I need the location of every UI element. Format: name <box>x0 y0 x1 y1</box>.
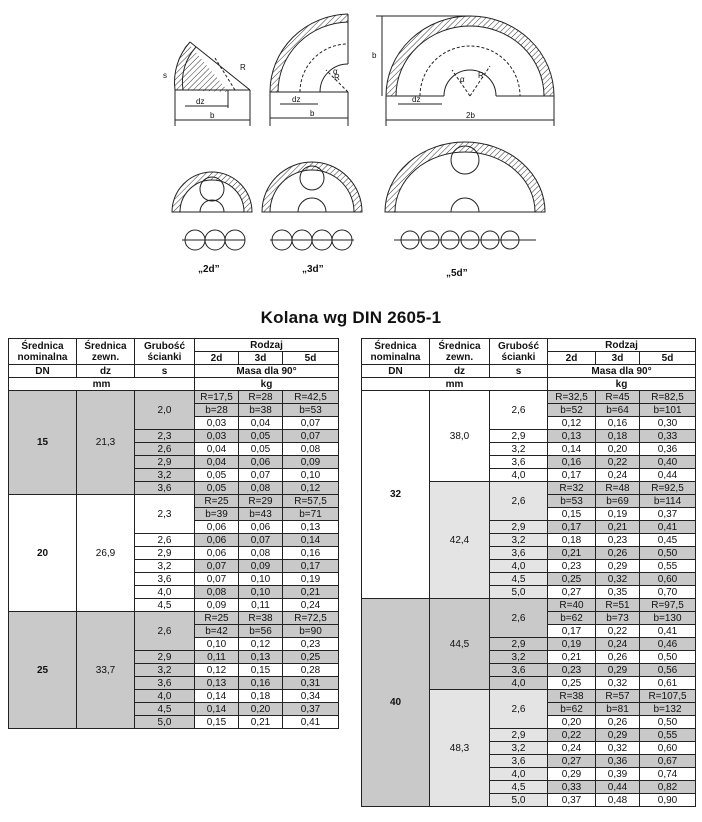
mass-cell: 0,26 <box>596 716 640 729</box>
mass-cell: 0,23 <box>283 638 339 651</box>
elbow-5d-side-drawing <box>376 16 554 126</box>
dz-cell: 42,4 <box>430 482 490 599</box>
radius-cell: R=38 <box>239 612 283 625</box>
mass-cell: 0,16 <box>239 677 283 690</box>
mass-cell: 0,28 <box>283 664 339 677</box>
radius-cell: R=38 <box>548 690 596 703</box>
mass-cell: 0,06 <box>195 521 239 534</box>
mass-cell: 0,07 <box>239 534 283 547</box>
dim-R-label: R <box>334 73 340 82</box>
b-cell: b=114 <box>640 495 696 508</box>
dn-cell: 25 <box>9 612 77 729</box>
b-cell: b=53 <box>283 404 339 417</box>
mass-cell: 0,08 <box>195 586 239 599</box>
radius-cell: R=28 <box>239 391 283 404</box>
mass-cell: 0,31 <box>283 677 339 690</box>
mass-cell: 0,27 <box>548 755 596 768</box>
b-cell: b=90 <box>283 625 339 638</box>
dim-R-label: R <box>240 63 246 72</box>
mass-cell: 0,12 <box>283 482 339 495</box>
mass-cell: 0,35 <box>596 586 640 599</box>
wall-cell: 3,2 <box>135 469 195 482</box>
dim-s-label: s <box>163 71 167 80</box>
b-cell: b=73 <box>596 612 640 625</box>
mass-cell: 0,21 <box>283 586 339 599</box>
radius-cell: R=92,5 <box>640 482 696 495</box>
mass-cell: 0,82 <box>640 781 696 794</box>
col-header-mass: Masa dla 90° <box>548 365 696 378</box>
figure-label-5d: „5d” <box>446 268 468 279</box>
mass-cell: 0,06 <box>195 534 239 547</box>
col-header-wall: Grubość ścianki <box>490 339 548 365</box>
mass-cell: 0,41 <box>640 625 696 638</box>
col-header-dz: dz <box>430 365 490 378</box>
wall-cell: 3,2 <box>490 534 548 547</box>
unit-mm: mm <box>9 378 195 391</box>
dim-2b-label: 2b <box>466 111 475 120</box>
radius-cell: R=42,5 <box>283 391 339 404</box>
mass-cell: 0,21 <box>596 521 640 534</box>
mass-cell: 0,18 <box>596 430 640 443</box>
mass-cell: 0,05 <box>239 430 283 443</box>
mass-cell: 0,60 <box>640 573 696 586</box>
mass-cell: 0,21 <box>239 716 283 729</box>
mass-cell: 0,41 <box>640 521 696 534</box>
col-header-dz: dz <box>77 365 135 378</box>
mass-cell: 0,29 <box>548 768 596 781</box>
mass-cell: 0,19 <box>596 508 640 521</box>
mass-cell: 0,20 <box>548 716 596 729</box>
col-header-wall: Grubość ścianki <box>135 339 195 365</box>
mass-cell: 0,50 <box>640 716 696 729</box>
mass-cell: 0,23 <box>596 534 640 547</box>
elbow-5d-front-drawing <box>385 142 545 249</box>
wall-cell: 5,0 <box>490 586 548 599</box>
radius-cell: R=17,5 <box>195 391 239 404</box>
mass-cell: 0,33 <box>548 781 596 794</box>
b-cell: b=130 <box>640 612 696 625</box>
wall-cell: 3,2 <box>490 443 548 456</box>
mass-cell: 0,03 <box>195 430 239 443</box>
b-cell: b=28 <box>195 404 239 417</box>
mass-cell: 0,29 <box>596 664 640 677</box>
mass-cell: 0,55 <box>640 560 696 573</box>
mass-cell: 0,33 <box>640 430 696 443</box>
mass-cell: 0,70 <box>640 586 696 599</box>
table-row <box>9 391 339 404</box>
mass-cell: 0,14 <box>283 534 339 547</box>
wall-cell: 2,0 <box>135 391 195 430</box>
wall-cell: 5,0 <box>490 794 548 807</box>
figure-label-2d: „2d” <box>198 264 220 275</box>
b-cell: b=62 <box>548 703 596 716</box>
mass-cell: 0,21 <box>548 547 596 560</box>
wall-cell: 4,5 <box>135 703 195 716</box>
wall-cell: 3,6 <box>490 755 548 768</box>
dim-b-label: b <box>210 111 215 120</box>
wall-cell: 3,6 <box>135 573 195 586</box>
mass-cell: 0,22 <box>548 729 596 742</box>
radius-cell: R=25 <box>195 495 239 508</box>
mass-cell: 0,12 <box>195 664 239 677</box>
mass-cell: 0,17 <box>548 521 596 534</box>
mass-cell: 0,18 <box>239 690 283 703</box>
table-row <box>362 599 696 612</box>
wall-cell: 2,6 <box>135 443 195 456</box>
mass-cell: 0,10 <box>195 638 239 651</box>
mass-cell: 0,24 <box>596 638 640 651</box>
wall-cell: 3,6 <box>135 677 195 690</box>
mass-cell: 0,12 <box>239 638 283 651</box>
dim-b-label: b <box>310 109 315 118</box>
elbow-2d-front-drawing <box>172 172 252 250</box>
dim-alpha-label: α <box>460 75 465 84</box>
mass-cell: 0,45 <box>640 534 696 547</box>
mass-cell: 0,10 <box>239 586 283 599</box>
wall-cell: 2,9 <box>490 729 548 742</box>
col-header-s: s <box>135 365 195 378</box>
dn-cell: 40 <box>362 599 430 807</box>
wall-cell: 2,9 <box>490 521 548 534</box>
mass-cell: 0,14 <box>195 703 239 716</box>
mass-cell: 0,50 <box>640 547 696 560</box>
dz-cell: 33,7 <box>77 612 135 729</box>
mass-cell: 0,03 <box>195 417 239 430</box>
mass-cell: 0,29 <box>596 729 640 742</box>
mass-cell: 0,18 <box>548 534 596 547</box>
radius-cell: R=57 <box>596 690 640 703</box>
mass-cell: 0,05 <box>195 482 239 495</box>
mass-cell: 0,48 <box>596 794 640 807</box>
wall-cell: 2,6 <box>490 482 548 521</box>
dim-dz-label: dz <box>292 95 301 104</box>
mass-cell: 0,16 <box>283 547 339 560</box>
col-header-s: s <box>490 365 548 378</box>
mass-cell: 0,14 <box>548 443 596 456</box>
mass-cell: 0,32 <box>596 573 640 586</box>
mass-cell: 0,67 <box>640 755 696 768</box>
wall-cell: 2,6 <box>135 534 195 547</box>
mass-cell: 0,25 <box>548 573 596 586</box>
mass-cell: 0,50 <box>640 651 696 664</box>
radius-cell: R=72,5 <box>283 612 339 625</box>
b-cell: b=64 <box>596 404 640 417</box>
dz-cell: 44,5 <box>430 599 490 690</box>
mass-cell: 0,04 <box>195 443 239 456</box>
table-row <box>9 612 339 625</box>
mass-cell: 0,23 <box>548 560 596 573</box>
mass-cell: 0,13 <box>239 651 283 664</box>
wall-cell: 4,5 <box>490 573 548 586</box>
mass-cell: 0,06 <box>195 547 239 560</box>
mass-cell: 0,07 <box>283 417 339 430</box>
mass-cell: 0,22 <box>596 456 640 469</box>
mass-cell: 0,37 <box>283 703 339 716</box>
mass-cell: 0,07 <box>239 469 283 482</box>
wall-cell: 3,2 <box>490 651 548 664</box>
b-cell: b=43 <box>239 508 283 521</box>
mass-cell: 0,29 <box>596 560 640 573</box>
mass-cell: 0,26 <box>596 651 640 664</box>
mass-cell: 0,14 <box>195 690 239 703</box>
dim-R-label: R <box>478 71 484 80</box>
mass-cell: 0,27 <box>548 586 596 599</box>
mass-cell: 0,13 <box>195 677 239 690</box>
elbow-table-right <box>361 338 696 807</box>
col-header-type: Rodzaj <box>548 339 696 352</box>
mass-cell: 0,19 <box>283 573 339 586</box>
radius-cell: R=82,5 <box>640 391 696 404</box>
wall-cell: 4,0 <box>490 560 548 573</box>
wall-cell: 3,6 <box>490 456 548 469</box>
mass-cell: 0,09 <box>239 560 283 573</box>
b-cell: b=38 <box>239 404 283 417</box>
col-header-nominal: Średnica nominalna <box>362 339 430 365</box>
radius-cell: R=40 <box>548 599 596 612</box>
wall-cell: 4,0 <box>490 768 548 781</box>
mass-cell: 0,37 <box>548 794 596 807</box>
mass-cell: 0,13 <box>548 430 596 443</box>
mass-cell: 0,07 <box>283 430 339 443</box>
dim-alpha-label: α <box>333 67 338 76</box>
mass-cell: 0,44 <box>596 781 640 794</box>
b-cell: b=81 <box>596 703 640 716</box>
wall-cell: 2,3 <box>135 430 195 443</box>
wall-cell: 3,6 <box>135 482 195 495</box>
mass-cell: 0,19 <box>548 638 596 651</box>
mass-cell: 0,46 <box>640 638 696 651</box>
mass-cell: 0,16 <box>548 456 596 469</box>
mass-cell: 0,40 <box>640 456 696 469</box>
col-header-5d: 5d <box>283 352 339 365</box>
wall-cell: 3,6 <box>490 664 548 677</box>
mass-cell: 0,41 <box>283 716 339 729</box>
col-header-3d: 3d <box>596 352 640 365</box>
col-header-2d: 2d <box>548 352 596 365</box>
radius-cell: R=51 <box>596 599 640 612</box>
wall-cell: 5,0 <box>135 716 195 729</box>
mass-cell: 0,32 <box>596 742 640 755</box>
mass-cell: 0,44 <box>640 469 696 482</box>
b-cell: b=69 <box>596 495 640 508</box>
mass-cell: 0,55 <box>640 729 696 742</box>
mass-cell: 0,08 <box>239 482 283 495</box>
mass-cell: 0,09 <box>195 599 239 612</box>
unit-kg: kg <box>548 378 696 391</box>
mass-cell: 0,34 <box>283 690 339 703</box>
elbow-table-left <box>8 338 339 729</box>
mass-cell: 0,90 <box>640 794 696 807</box>
b-cell: b=56 <box>239 625 283 638</box>
dz-cell: 26,9 <box>77 495 135 612</box>
wall-cell: 3,2 <box>490 742 548 755</box>
mass-cell: 0,05 <box>195 469 239 482</box>
mass-cell: 0,06 <box>239 456 283 469</box>
mass-cell: 0,11 <box>239 599 283 612</box>
mass-cell: 0,24 <box>596 469 640 482</box>
mass-cell: 0,20 <box>596 443 640 456</box>
radius-cell: R=25 <box>195 612 239 625</box>
dz-cell: 48,3 <box>430 690 490 807</box>
mass-cell: 0,09 <box>283 456 339 469</box>
wall-cell: 4,5 <box>135 599 195 612</box>
mass-cell: 0,37 <box>640 508 696 521</box>
dn-cell: 32 <box>362 391 430 599</box>
unit-mm: mm <box>362 378 548 391</box>
mass-cell: 0,17 <box>283 560 339 573</box>
mass-cell: 0,10 <box>239 573 283 586</box>
mass-cell: 0,24 <box>548 742 596 755</box>
mass-cell: 0,23 <box>548 664 596 677</box>
wall-cell: 2,9 <box>135 651 195 664</box>
mass-cell: 0,16 <box>596 417 640 430</box>
col-header-nominal: Średnica nominalna <box>9 339 77 365</box>
col-header-dn: DN <box>362 365 430 378</box>
col-header-5d: 5d <box>640 352 696 365</box>
b-cell: b=62 <box>548 612 596 625</box>
figure-label-3d: „3d” <box>302 264 324 275</box>
wall-cell: 2,9 <box>135 547 195 560</box>
b-cell: b=42 <box>195 625 239 638</box>
dn-cell: 20 <box>9 495 77 612</box>
radius-cell: R=107,5 <box>640 690 696 703</box>
b-cell: b=71 <box>283 508 339 521</box>
wall-cell: 2,6 <box>490 599 548 638</box>
radius-cell: R=97,5 <box>640 599 696 612</box>
mass-cell: 0,08 <box>239 547 283 560</box>
mass-cell: 0,74 <box>640 768 696 781</box>
mass-cell: 0,11 <box>195 651 239 664</box>
wall-cell: 2,9 <box>490 430 548 443</box>
table-row <box>362 391 696 404</box>
unit-kg: kg <box>195 378 339 391</box>
wall-cell: 2,3 <box>135 495 195 534</box>
mass-cell: 0,17 <box>548 625 596 638</box>
wall-cell: 3,6 <box>490 547 548 560</box>
mass-cell: 0,36 <box>596 755 640 768</box>
radius-cell: R=32,5 <box>548 391 596 404</box>
wall-cell: 2,6 <box>490 391 548 430</box>
radius-cell: R=45 <box>596 391 640 404</box>
radius-cell: R=29 <box>239 495 283 508</box>
b-cell: b=39 <box>195 508 239 521</box>
wall-cell: 4,0 <box>490 469 548 482</box>
mass-cell: 0,06 <box>239 521 283 534</box>
mass-cell: 0,21 <box>548 651 596 664</box>
col-header-outer: Średnica zewn. <box>430 339 490 365</box>
wall-cell: 4,5 <box>490 781 548 794</box>
mass-cell: 0,26 <box>596 547 640 560</box>
wall-cell: 3,2 <box>135 664 195 677</box>
wall-cell: 2,6 <box>135 612 195 651</box>
wall-cell: 2,6 <box>490 690 548 729</box>
mass-cell: 0,12 <box>548 417 596 430</box>
wall-cell: 4,0 <box>490 677 548 690</box>
mass-cell: 0,20 <box>239 703 283 716</box>
mass-cell: 0,04 <box>239 417 283 430</box>
mass-cell: 0,17 <box>548 469 596 482</box>
mass-cell: 0,39 <box>596 768 640 781</box>
mass-cell: 0,07 <box>195 560 239 573</box>
dz-cell: 21,3 <box>77 391 135 495</box>
radius-cell: R=32 <box>548 482 596 495</box>
mass-cell: 0,61 <box>640 677 696 690</box>
col-header-outer: Średnica zewn. <box>77 339 135 365</box>
wall-cell: 4,0 <box>135 690 195 703</box>
dim-b-label: b <box>372 51 377 60</box>
mass-cell: 0,22 <box>596 625 640 638</box>
mass-cell: 0,07 <box>195 573 239 586</box>
mass-cell: 0,25 <box>283 651 339 664</box>
mass-cell: 0,08 <box>283 443 339 456</box>
mass-cell: 0,04 <box>195 456 239 469</box>
col-header-2d: 2d <box>195 352 239 365</box>
col-header-3d: 3d <box>239 352 283 365</box>
wall-cell: 3,2 <box>135 560 195 573</box>
radius-cell: R=57,5 <box>283 495 339 508</box>
mass-cell: 0,36 <box>640 443 696 456</box>
col-header-type: Rodzaj <box>195 339 339 352</box>
mass-cell: 0,05 <box>239 443 283 456</box>
elbow-drawings <box>0 0 702 300</box>
mass-cell: 0,24 <box>283 599 339 612</box>
dim-dz-label: dz <box>196 97 205 106</box>
col-header-dn: DN <box>9 365 77 378</box>
page-title: Kolana wg DIN 2605-1 <box>260 308 442 327</box>
mass-cell: 0,10 <box>283 469 339 482</box>
wall-cell: 4,0 <box>135 586 195 599</box>
b-cell: b=52 <box>548 404 596 417</box>
mass-cell: 0,25 <box>548 677 596 690</box>
table-row <box>9 495 339 508</box>
dim-dz-label: dz <box>412 95 421 104</box>
wall-cell: 2,9 <box>135 456 195 469</box>
elbow-3d-front-drawing <box>262 162 362 250</box>
mass-cell: 0,15 <box>239 664 283 677</box>
col-header-mass: Masa dla 90° <box>195 365 339 378</box>
mass-cell: 0,30 <box>640 417 696 430</box>
mass-cell: 0,32 <box>596 677 640 690</box>
mass-cell: 0,60 <box>640 742 696 755</box>
mass-cell: 0,56 <box>640 664 696 677</box>
dn-cell: 15 <box>9 391 77 495</box>
b-cell: b=101 <box>640 404 696 417</box>
wall-cell: 2,9 <box>490 638 548 651</box>
mass-cell: 0,15 <box>548 508 596 521</box>
mass-cell: 0,13 <box>283 521 339 534</box>
b-cell: b=132 <box>640 703 696 716</box>
radius-cell: R=48 <box>596 482 640 495</box>
dz-cell: 38,0 <box>430 391 490 482</box>
mass-cell: 0,15 <box>195 716 239 729</box>
b-cell: b=53 <box>548 495 596 508</box>
